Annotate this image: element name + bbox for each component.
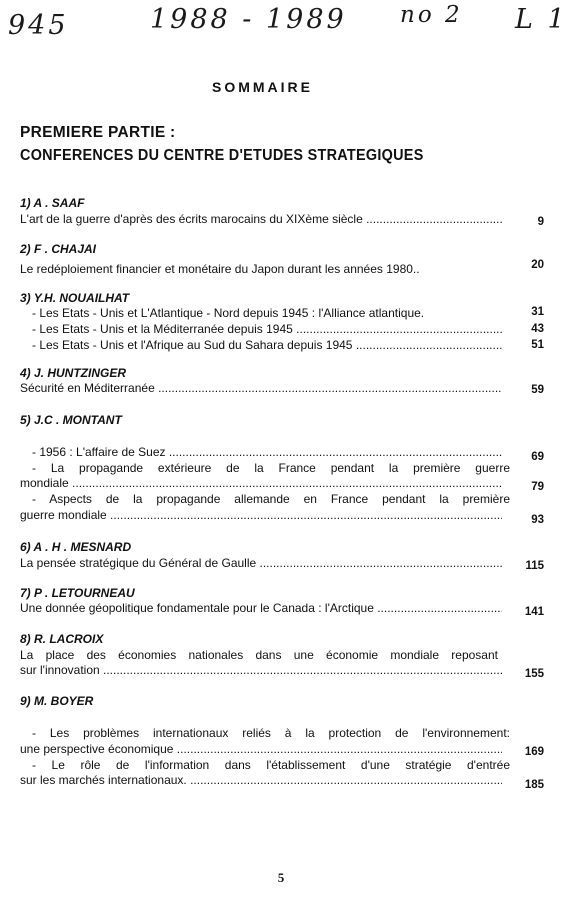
toc-entry: Une donnée géopolitique fondamentale pour le Canada : l'Arctique ..... [20, 601, 502, 615]
section-author: 6) A . H . MESNARD [20, 540, 132, 554]
toc-page-number: 141 [524, 606, 544, 618]
section-author: 5) J.C . MONTANT [20, 413, 122, 427]
handwritten-annotation-1: 945 [8, 10, 69, 41]
section-author: 2) F . CHAJAI [20, 242, 97, 256]
toc-page-number: 43 [531, 323, 544, 335]
toc-page-number: 115 [525, 560, 544, 572]
toc-page-number: 169 [524, 746, 544, 758]
toc-entry-continuation: mondiale ..... [20, 476, 502, 490]
toc-entry-continuation: sur les marchés internationaux. ..... [20, 773, 502, 787]
footer-page-number: 5 [277, 870, 285, 885]
toc-page-number: 93 [531, 514, 544, 526]
toc-page-number: 20 [531, 259, 544, 271]
toc-page-number: 51 [531, 339, 544, 351]
toc-entry: Le redéploiement financier et monétaire du Japon durant les années 1980.. [20, 262, 420, 276]
toc-entry: - Les Etats - Unis et la Méditerranée depuis 1945 ..... [32, 322, 502, 336]
handwritten-annotation-4: L 1 [515, 4, 568, 35]
part-label: PREMIERE PARTIE : [20, 124, 176, 141]
section-author: 3) Y.H. NOUAILHAT [20, 291, 130, 305]
toc-entry: La place des économies nationales dans une économie mondiale reposant [20, 648, 498, 662]
toc-page-number: 59 [531, 384, 544, 396]
handwritten-annotation-2: 1988 - 1989 [150, 4, 347, 35]
toc-page-number: 9 [537, 216, 544, 228]
toc-entry: - Le rôle de l'information dans l'établissement d'une stratégie d'entrée [32, 758, 510, 772]
section-author: 8) R. LACROIX [20, 632, 104, 646]
section-author: 1) A . SAAF [20, 196, 85, 210]
section-author: 7) P . LETOURNEAU [20, 586, 135, 600]
toc-entry: - Aspects de la propagande allemande en France pendant la première [32, 492, 510, 506]
toc-entry: - Les Etats - Unis et L'Atlantique - Nord depuis 1945 : l'Alliance atlantique. [32, 306, 425, 320]
part-title: CONFERENCES DU CENTRE D'ETUDES STRATEGIQUES [20, 147, 424, 164]
toc-entry: - Les problèmes internationaux reliés à la protection de l'environnement: [32, 726, 510, 740]
page-title: SOMMAIRE [212, 79, 313, 95]
toc-entry: L'art de la guerre d'après des écrits marocains du XIXème siècle ..... [20, 212, 502, 226]
toc-entry: - 1956 : L'affaire de Suez ..... [32, 445, 502, 459]
toc-entry: La pensée stratégique du Général de Gaulle ..... [20, 556, 502, 570]
toc-entry-continuation: une perspective économique ..... [20, 742, 502, 756]
toc-entry-continuation: guerre mondiale ..... [20, 508, 502, 522]
toc-page-number: 69 [531, 451, 544, 463]
handwritten-annotation-3: no 2 [400, 2, 463, 28]
toc-entry: Sécurité en Méditerranée ..... [20, 381, 502, 395]
toc-page-number: 79 [531, 481, 544, 493]
toc-entry: - Les Etats - Unis et l'Afrique au Sud du Sahara depuis 1945 ..... [32, 338, 502, 352]
section-author: 4) J. HUNTZINGER [20, 366, 127, 380]
toc-page-number: 31 [531, 306, 544, 318]
section-author: 9) M. BOYER [20, 694, 94, 708]
toc-entry-continuation: sur l'innovation ..... [20, 663, 502, 677]
toc-entry: - La propagande extérieure de la France pendant la première guerre [32, 461, 510, 475]
toc-page-number: 185 [524, 779, 544, 791]
toc-page-number: 155 [524, 668, 544, 680]
